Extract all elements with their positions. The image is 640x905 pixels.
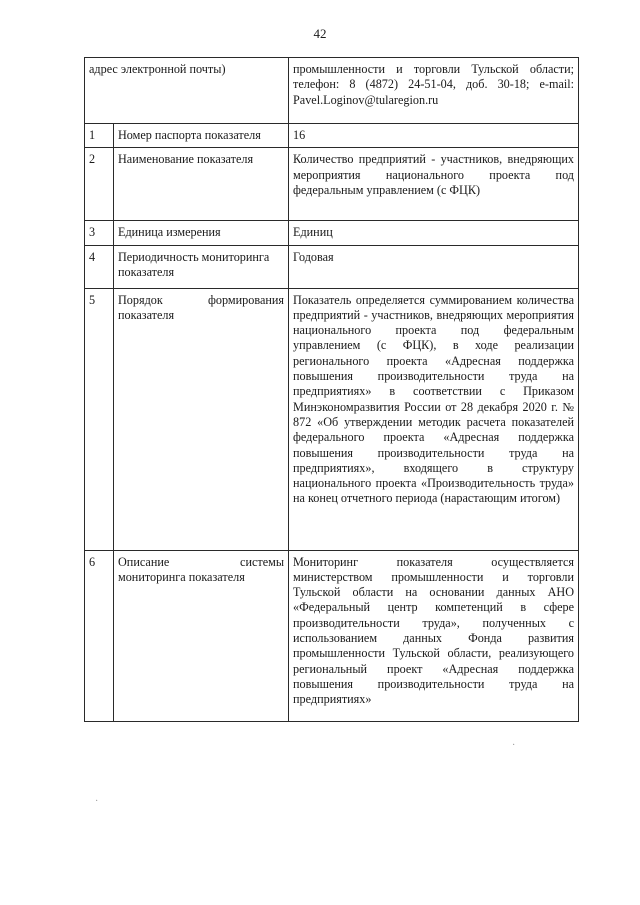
scan-speck: · xyxy=(95,796,99,807)
table-row xyxy=(85,245,579,288)
cell-number: 4 xyxy=(85,245,114,288)
cell-number: 3 xyxy=(85,221,114,245)
cell-number: 5 xyxy=(85,288,114,550)
scan-speck: · xyxy=(512,740,516,751)
cell-number: 6 xyxy=(85,550,114,721)
cell-number: 2 xyxy=(85,148,114,221)
table-row xyxy=(85,221,579,245)
table-row xyxy=(85,124,579,148)
cell-number: 1 xyxy=(85,124,114,148)
cell-value: Годовая xyxy=(289,245,579,288)
cell-value: Показатель определяется суммированием количества предприятий - участников, внедряющих мероприятия национального проекта под федеральным управлением (с ФЦК), в ходе реализации регионального проекта «Адресная поддержка повышения производительности труда на предприятиях» в соответствии с Приказом Минэкономразвития России от 28 декабря 2020 г. № 872 «Об утверждении методик расчета показателей федерального проекта «Адресная поддержка повышения производительности труда на предприятиях», входящего в структуру национального проекта «Производительность труда» на конец отчетного периода (нарастающим итогом) xyxy=(289,288,579,550)
cell-name: Наименование показателя xyxy=(114,148,289,221)
table-row xyxy=(85,550,579,721)
cell-value-continued: промышленности и торговли Тульской области; телефон: 8 (4872) 24-51-04, доб. 30-18; e-mail: Pavel.Loginov@tularegion.ru xyxy=(289,58,579,124)
table-row-continued xyxy=(85,58,579,124)
cell-value: 16 xyxy=(289,124,579,148)
cell-name: Единица измерения xyxy=(114,221,289,245)
cell-value: Единиц xyxy=(289,221,579,245)
cell-name: Описание системы мониторинга показателя xyxy=(114,550,289,721)
cell-value: Мониторинг показателя осуществляется министерством промышленности и торговли Тульской области на основании данных АНО «Федеральный центр компетенций в сфере производительности труда», полученных с использованием данных Фонда развития промышленности Тульской области, реализующего региональный проект «Адресная поддержка повышения производительности труда на предприятиях» xyxy=(289,550,579,721)
indicator-passport-table xyxy=(84,57,579,722)
page-number: 42 xyxy=(313,26,327,41)
cell-name: Номер паспорта показателя xyxy=(114,124,289,148)
cell-name: Порядок формирования показателя xyxy=(114,288,289,550)
cell-name-continued: адрес электронной почты) xyxy=(85,58,289,124)
cell-value: Количество предприятий - участников, внедряющих мероприятия национального проекта под федеральным управлением (с ФЦК) xyxy=(289,148,579,221)
cell-name: Периодичность мониторинга показателя xyxy=(114,245,289,288)
table-row xyxy=(85,148,579,221)
table-row xyxy=(85,288,579,550)
